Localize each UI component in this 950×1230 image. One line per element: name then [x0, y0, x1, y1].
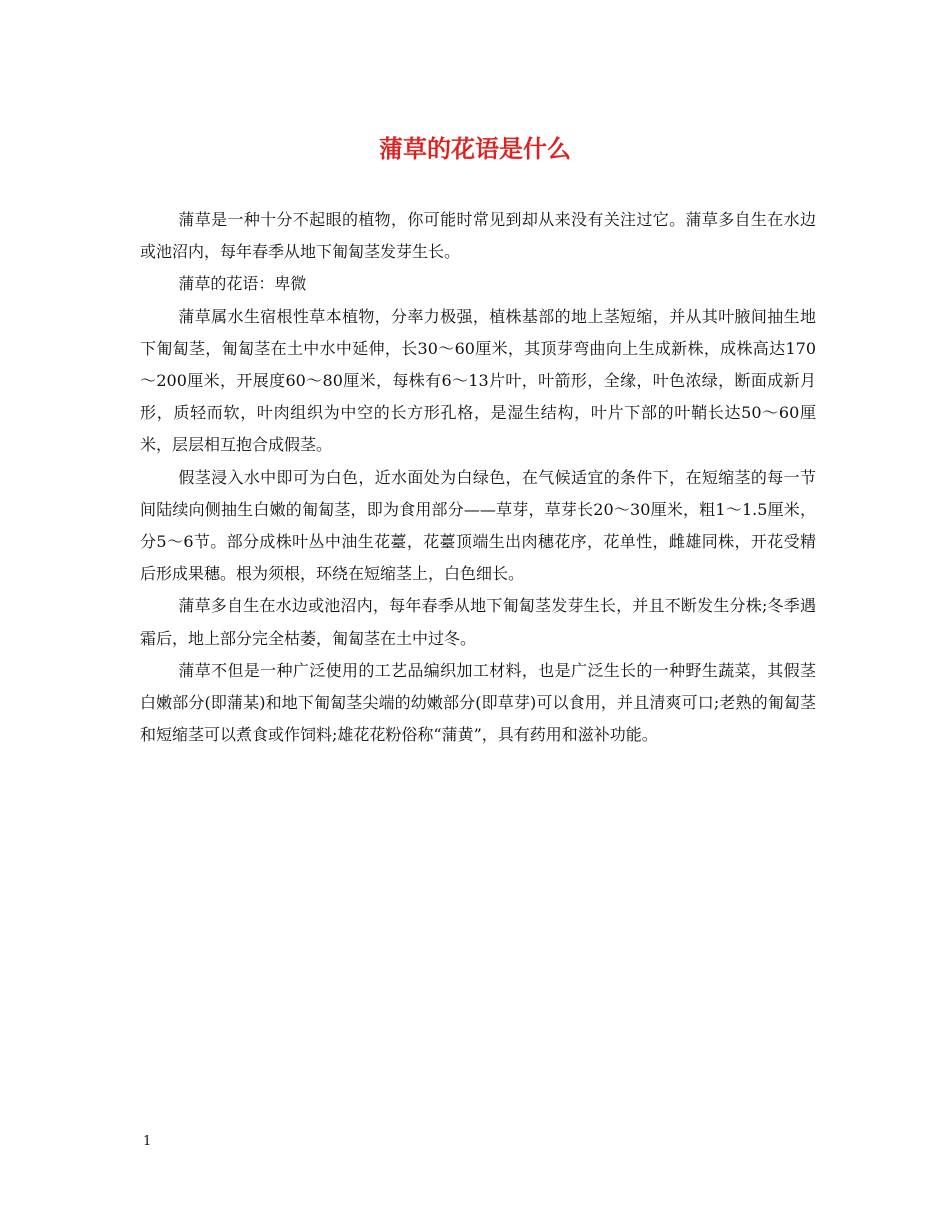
document-body: [140, 204, 816, 751]
paragraph-morphology: 蒲草属水生宿根性草本植物，分率力极强，植株基部的地上茎短缩，并从其叶腋间抽生地下匍匐茎，匍匐茎在土中水中延伸，长30～60厘米，其顶芽弯曲向上生成新株，成株高达170～200厘米，开展度60～80厘米，每株有6～13片叶，叶箭形，全缘，叶色浓绿，断面成新月形，质轻而软，叶肉组织为中空的长方形孔格，是湿生结构，叶片下部的叶鞘长达50～60厘米，层层相互抱合成假茎。: [140, 306, 816, 455]
paragraph-habitat: 蒲草多自生在水边或池沼内，每年春季从地下匍匐茎发芽生长，并且不断发生分株;冬季遇霜后，地上部分完全枯萎，匍匐茎在土中过冬。: [140, 596, 816, 648]
page-title: 蒲草的花语是什么: [379, 134, 571, 163]
paragraph-uses: 蒲草不但是一种广泛使用的工艺品编织加工材料，也是广泛生长的一种野生蔬菜，其假茎白嫩部分(即蒲某)和地下匍匐茎尖端的幼嫩部分(即草芽)可以食用，并且清爽可口;老熟的匍匐茎和短缩茎可以煮食或作饲料;雄花花粉俗称“蒲黄”，具有药用和滋补功能。: [140, 660, 816, 745]
paragraph-intro: 蒲草是一种十分不起眼的植物，你可能时常见到却从来没有关注过它。蒲草多自生在水边或池沼内，每年春季从地下匍匐茎发芽生长。: [140, 210, 816, 262]
page-number: 1: [143, 1134, 152, 1149]
paragraph-false-stem: 假茎浸入水中即可为白色，近水面处为白绿色，在气候适宜的条件下，在短缩茎的每一节间陆续向侧抽生白嫩的匍匐茎，即为食用部分——草芽，草芽长20～30厘米，粗1～1.5厘米，分5～6节。部分成株叶丛中油生花薹，花薹顶端生出肉穗花序，花单性，雌雄同株，开花受精后形成果穗。根为须根，环绕在短缩茎上，白色细长。: [140, 467, 816, 584]
paragraph-flower-language: 蒲草的花语：卑微: [178, 274, 307, 294]
